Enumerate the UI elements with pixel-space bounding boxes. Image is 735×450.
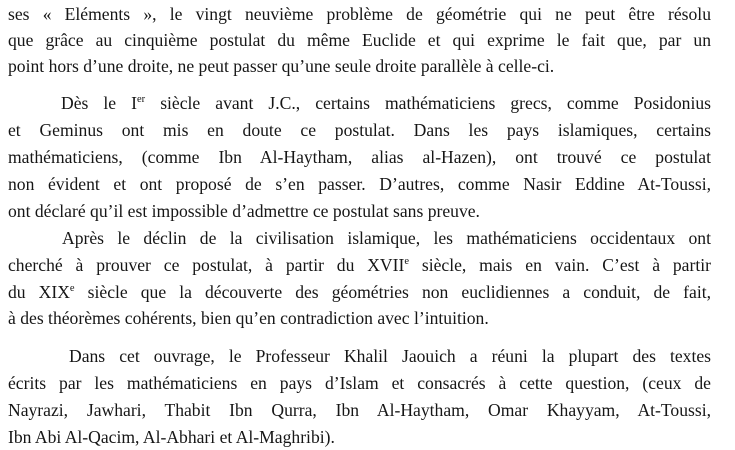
text-run: cherché à prouver ce postulat, à partir du XVII	[8, 255, 405, 275]
text-line: Dans cet ouvrage, le Professeur Khalil Jaouich a réuni la plupart des textes	[69, 346, 711, 366]
text-run: Dès le I	[61, 93, 137, 113]
text-line: ont déclaré qu’il est impossible d’admettre ce postulat sans preuve.	[8, 201, 480, 221]
text-line: à des théorèmes cohérents, bien qu’en contradiction avec l’intuition.	[8, 308, 489, 328]
text-run: du XIX	[8, 282, 70, 302]
superscript: e	[69, 283, 75, 294]
text-run: siècle, mais en vain. C’est à partir	[409, 255, 711, 275]
superscript: e	[404, 256, 410, 267]
text-line	[8, 252, 711, 278]
text-run: siècle avant J.C., certains mathématiciens grecs, comme Posidonius	[145, 93, 711, 113]
text-line: Nayrazi, Jawhari, Thabit Ibn Qurra, Ibn Al-Haytham, Omar Khayyam, At-Toussi,	[8, 400, 711, 420]
text-line: mathématiciens, (comme Ibn Al-Haytham, alias al-Hazen), ont trouvé ce postulat	[8, 147, 711, 167]
superscript: er	[136, 94, 146, 105]
text-line: Ibn Abi Al-Qacim, Al-Abhari et Al-Maghribi).	[8, 427, 335, 447]
text-run: siècle que la découverte des géométries non euclidiennes a conduit, de fait,	[74, 282, 711, 302]
text-line	[61, 90, 711, 116]
text-line: que grâce au cinquième postulat du même Euclide et qui exprime le fait que, par un	[8, 30, 711, 50]
text-line: ses « Eléments », le vingt neuvième problème de géométrie qui ne peut être résolu	[8, 4, 711, 24]
text-line: non évident et ont proposé de s’en passer. D’autres, comme Nasir Eddine At-Toussi,	[8, 174, 711, 194]
text-line: et Geminus ont mis en doute ce postulat. Dans les pays islamiques, certains	[8, 120, 711, 140]
text-line: écrits par les mathématiciens en pays d’Islam et consacrés à cette question, (ceux de	[8, 373, 711, 393]
text-line: point hors d’une droite, ne peut passer qu’une seule droite parallèle à celle-ci.	[8, 56, 555, 76]
text-line	[8, 279, 711, 305]
text-line: Après le déclin de la civilisation islamique, les mathématiciens occidentaux ont	[62, 228, 711, 248]
